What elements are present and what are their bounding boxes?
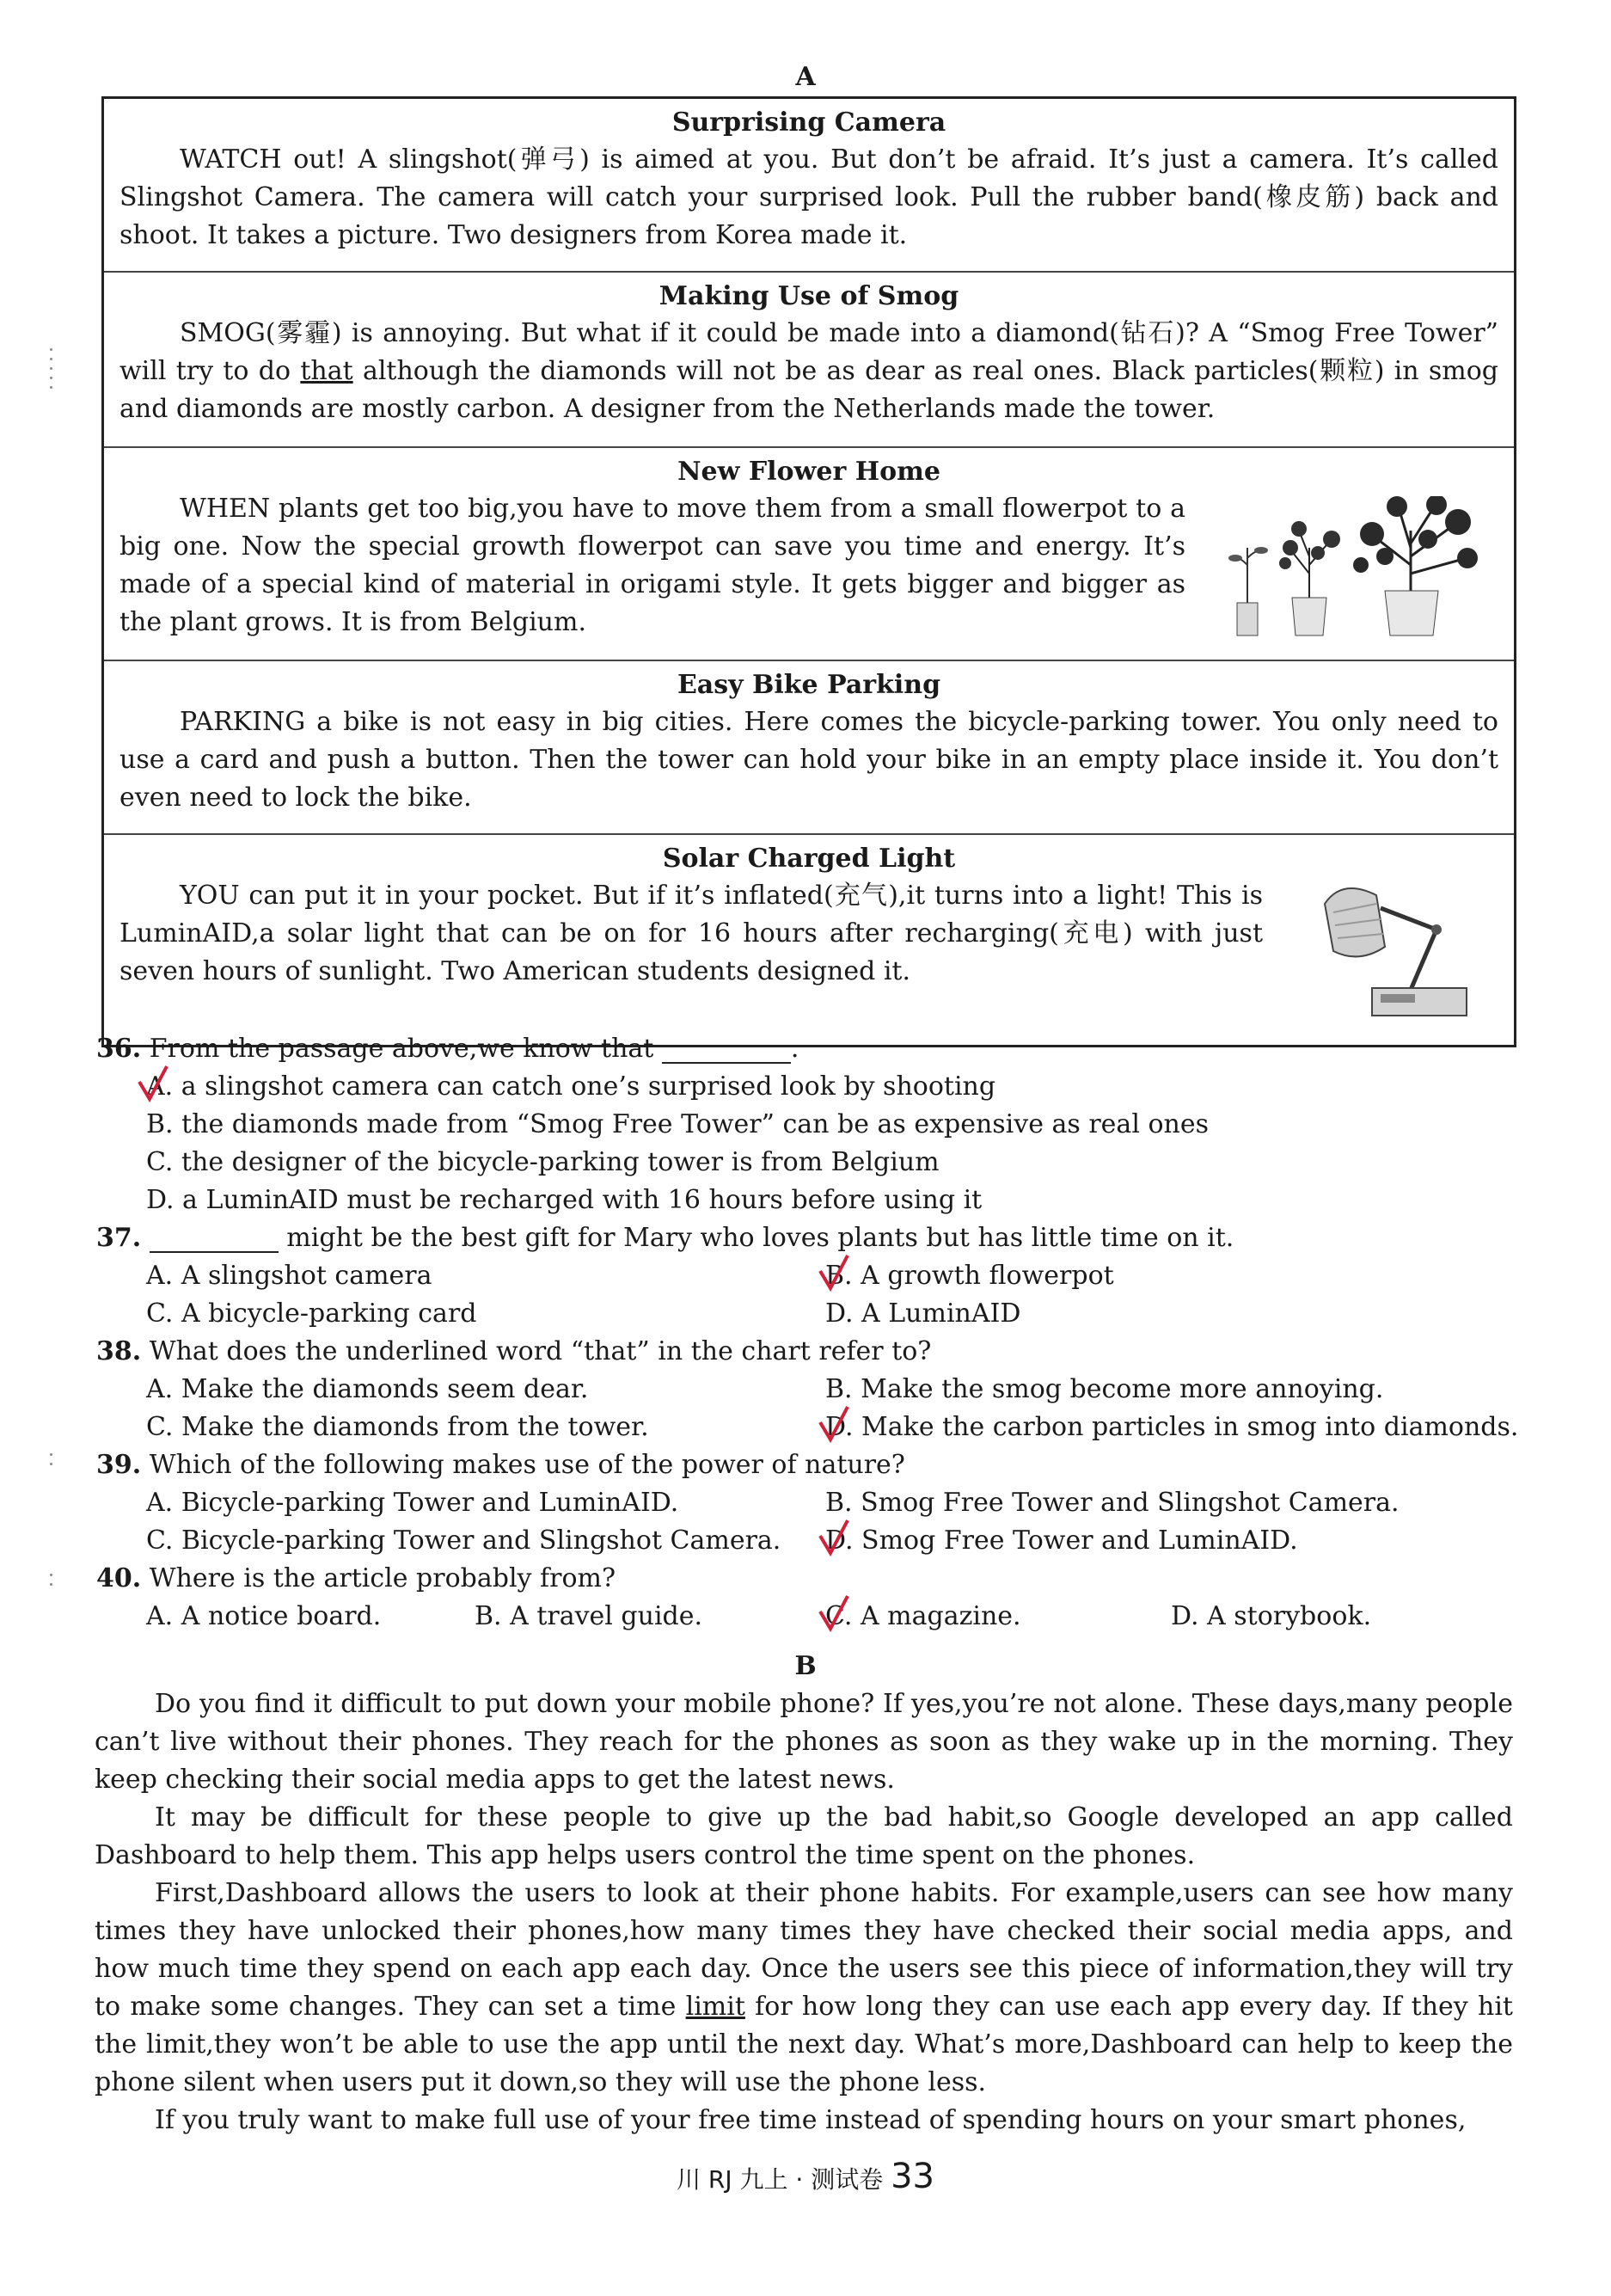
chart-cell-solar-charged-light	[104, 835, 1514, 1045]
chart-cell-making-use-of-smog	[104, 273, 1514, 448]
q40-stem	[96, 1560, 1523, 1598]
cell-text: WATCH out! A slingshot(弹弓) is aimed at you. But don’t be afraid. It’s just a camera. It’s called Slingshot Camera. The camera will catch your surprised look. Pull the rubber band(橡皮筋) back and shoot. It takes a picture. Two designers from Korea made it.	[119, 144, 1498, 250]
option-c[interactable]: C. A magazine.	[825, 1601, 1021, 1631]
question-stem: What does the underlined word “that” in the chart refer to?	[149, 1336, 932, 1366]
q40-options-row	[96, 1598, 1523, 1636]
question-number: 40.	[96, 1563, 142, 1593]
option-a[interactable]: A. Make the diamonds seem dear.	[146, 1374, 589, 1404]
cell-text	[119, 315, 1498, 428]
check-mark-icon	[817, 1252, 851, 1293]
margin-dots	[50, 348, 55, 396]
info-chart	[101, 96, 1516, 1047]
q38-stem	[96, 1333, 1523, 1371]
option-c[interactable]: C. Bicycle-parking Tower and Slingshot Camera.	[146, 1526, 781, 1556]
chart-cell-easy-bike-parking	[104, 661, 1514, 835]
check-mark-icon	[136, 1063, 170, 1104]
option-c[interactable]: C. Make the diamonds from the tower.	[146, 1412, 649, 1442]
question-stem: Which of the following makes use of the power of nature?	[149, 1450, 905, 1480]
question-stem: From the passage above,we know that	[149, 1034, 654, 1064]
chart-cell-surprising-camera	[104, 99, 1514, 273]
text-after: although the diamonds will not be as dear as real ones. Black particles(颗粒) in smog and diamonds are mostly carbon. A designer from the Netherlands made the tower.	[119, 356, 1498, 424]
passage-paragraph-4: If you truly want to make full use of your free time instead of spending hours on your smart phones,	[155, 2105, 1467, 2135]
q39-options-row-1	[96, 1484, 1523, 1522]
option-d[interactable]: D. A storybook.	[1171, 1601, 1372, 1631]
option-a[interactable]: A. Bicycle-parking Tower and LuminAID.	[146, 1488, 679, 1518]
check-mark-icon	[817, 1593, 851, 1634]
stem-end: .	[790, 1034, 799, 1064]
section-b-letter: B	[794, 1651, 817, 1681]
answer-blank[interactable]	[662, 1036, 791, 1064]
chart-cell-new-flower-home	[104, 448, 1514, 661]
q39-options-row-2	[96, 1522, 1523, 1560]
option-c[interactable]: C. the designer of the bicycle-parking tower is from Belgium	[146, 1147, 940, 1177]
option-b[interactable]: B. A travel guide.	[475, 1601, 703, 1631]
option-c[interactable]: C. A bicycle-parking card	[146, 1298, 477, 1329]
q36-option-b-row	[96, 1106, 1523, 1144]
option-a[interactable]: A. a slingshot camera can catch one’s surprised look by shooting	[146, 1071, 996, 1102]
q36-option-a-row	[96, 1068, 1523, 1106]
cell-title: Surprising Camera	[671, 107, 946, 138]
page-number: 33	[891, 2157, 935, 2196]
option-a[interactable]: A. A slingshot camera	[146, 1261, 432, 1291]
text-after: for how long they can use each app every day. If they hit the limit,they won’t be able to use the app until the next day. What’s more,Dashboard can help to keep the phone silent when users put it down,so they will use the phone less.	[95, 1992, 1513, 2097]
check-mark-icon	[817, 1403, 851, 1445]
passage-b	[95, 1685, 1513, 2139]
cell-title: New Flower Home	[677, 457, 940, 487]
cell-text: WHEN plants get too big,you have to move them from a small flowerpot to a big one. Now the special growth flowerpot can save you time and energy. It’s made of a special kind of material in origami style. It gets bigger and bigger as the plant grows. It is from Belgium.	[119, 494, 1185, 637]
option-b[interactable]: B. Smog Free Tower and Slingshot Camera.	[825, 1488, 1400, 1518]
cell-text: PARKING a bike is not easy in big cities. Here comes the bicycle-parking tower. You only need to use a card and push a button. Then the tower can hold your bike in an empty place inside it. You don’t even need to lock the bike.	[119, 707, 1498, 813]
question-number: 37.	[96, 1223, 142, 1253]
option-d[interactable]: D. Smog Free Tower and LuminAID.	[825, 1526, 1298, 1556]
margin-dots	[50, 1453, 55, 1472]
option-d[interactable]: D. Make the carbon particles in smog into diamonds.	[825, 1412, 1519, 1442]
desk-lamp-image	[1308, 869, 1479, 1024]
section-a-letter: A	[795, 62, 816, 92]
q36-stem	[96, 1030, 1523, 1068]
underlined-word-limit: limit	[685, 1992, 745, 2022]
option-b[interactable]: B. the diamonds made from “Smog Free Tower” can be as expensive as real ones	[146, 1109, 1209, 1139]
footer-label: 川 RJ 九上 · 测试卷	[676, 2165, 884, 2194]
question-stem: might be the best gift for Mary who loves plants but has little time on it.	[286, 1223, 1234, 1253]
option-b[interactable]: B. Make the smog become more annoying.	[825, 1374, 1384, 1404]
passage-paragraph-3	[95, 1875, 1513, 2102]
q38-options-row-1	[96, 1371, 1523, 1409]
check-mark-icon	[817, 1517, 851, 1558]
q36-option-c-row	[96, 1144, 1523, 1182]
q39-stem	[96, 1446, 1523, 1484]
cell-title: Making Use of Smog	[658, 281, 959, 311]
question-stem: Where is the article probably from?	[149, 1563, 616, 1593]
margin-dots	[50, 1574, 55, 1593]
questions-section	[96, 1030, 1523, 1636]
cell-title: Solar Charged Light	[662, 844, 956, 874]
question-number: 36.	[96, 1034, 142, 1064]
q36-option-d-row	[96, 1182, 1523, 1219]
flowerpots-image	[1213, 496, 1497, 642]
answer-blank[interactable]	[150, 1225, 279, 1253]
passage-paragraph-2: It may be difficult for these people to give up the bad habit,so Google developed an app called Dashboard to help them. This app helps users control the time spent on the phones.	[95, 1802, 1513, 1870]
q37-options-row-2	[96, 1295, 1523, 1333]
option-a[interactable]: A. A notice board.	[146, 1601, 382, 1631]
text-before: First,Dashboard allows the users to look at their phone habits. For example,users can see how many times they have unlocked their phones,how many times they have checked their social media apps, and how much time they spend on each app each day. Once the users see this piece of information,they will try to make some changes. They can set a time	[95, 1878, 1513, 2022]
q37-stem	[96, 1219, 1523, 1257]
cell-text: YOU can put it in your pocket. But if it’s inflated(充气),it turns into a light! This is LuminAID,a solar light that can be on for 16 hours after recharging(充电) with just seven hours of sunlight. Two American students designed it.	[119, 881, 1263, 986]
option-d[interactable]: D. a LuminAID must be recharged with 16 hours before using it	[146, 1185, 983, 1215]
question-number: 39.	[96, 1450, 142, 1480]
page-footer	[0, 2157, 1611, 2196]
option-b[interactable]: B. A growth flowerpot	[825, 1261, 1114, 1291]
q37-options-row-1	[96, 1257, 1523, 1295]
text-before: SMOG(雾霾) is annoying. But what if it could be made into a diamond(钻石)? A “Smog Free Tower” will try to do	[119, 318, 1498, 386]
cell-title: Easy Bike Parking	[677, 670, 941, 700]
passage-paragraph-1: Do you find it difficult to put down your mobile phone? If yes,you’re not alone. These days,many people can’t live without their phones. They reach for the phones as soon as they wake up in the morning. They keep checking their social media apps to get the latest news.	[95, 1689, 1513, 1795]
q38-options-row-2	[96, 1409, 1523, 1446]
underlined-word-that: that	[300, 356, 353, 386]
option-d[interactable]: D. A LuminAID	[825, 1298, 1021, 1329]
question-number: 38.	[96, 1336, 142, 1366]
